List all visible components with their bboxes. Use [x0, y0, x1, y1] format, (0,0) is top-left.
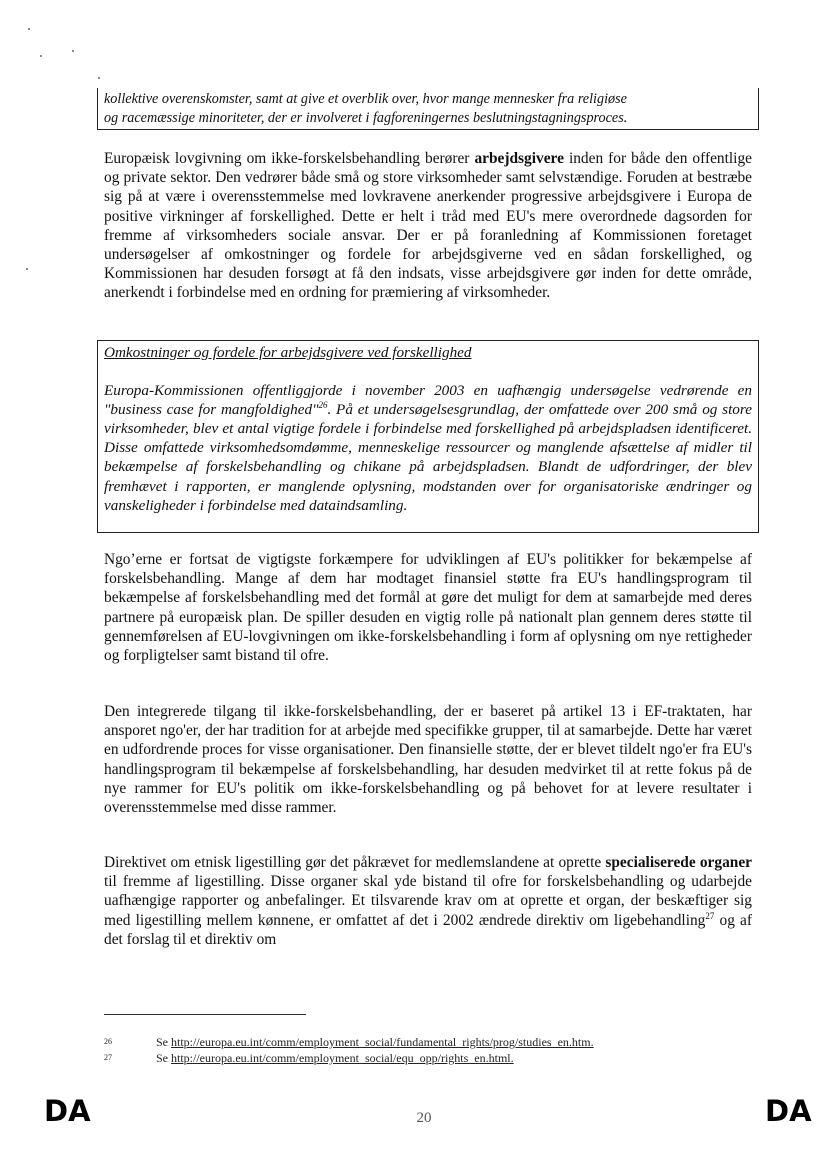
footnote-number: 26 [104, 1037, 112, 1046]
page-number: 20 [416, 1110, 432, 1126]
bold-term: arbejdsgivere [474, 150, 564, 167]
footnote-26 [104, 1035, 594, 1049]
paragraph-text: til fremme af ligestilling. Disse organer skal yde bistand til ofre for forskelsbehandling og udarbejde uafhængige rapporter og anbefalinger. Et tilsvarende krav om at oprette et organ, der beskæftiger sig med ligestilling mellem kønnene, er omfattet af det i 2002 ændrede direktiv om ligebehandling [104, 873, 752, 929]
top-box-line-2: og racemæssige minoriteter, der er involveret i fagforeningernes beslutningstagningsproces. [104, 110, 628, 126]
paragraph-text: Europæisk lovgivning om ikke-forskelsbehandling berører [104, 150, 470, 167]
footnote-separator [104, 1014, 306, 1015]
paragraph-text: og af det forslag til et direktiv om [104, 911, 752, 948]
footnote-prefix: Se [156, 1051, 168, 1065]
footnote-ref[interactable]: 26 [318, 400, 328, 411]
info-box-title: Omkostninger og fordele for arbejdsgivere ved forskellighed [104, 344, 472, 361]
paragraph-equality-bodies [104, 853, 752, 949]
info-box-cost-benefit [97, 340, 759, 533]
bold-term: specialiserede organer [605, 854, 752, 871]
scan-speck [98, 77, 100, 79]
info-box-body [104, 381, 752, 515]
paragraph-employers [104, 149, 752, 303]
footnote-number: 27 [104, 1053, 112, 1062]
language-code-left: DA [44, 1094, 91, 1128]
top-box-line-1: kollektive overenskomster, samt at give et overblik over, hvor mange mennesker fra religiøse [104, 91, 627, 107]
paragraph-text: inden for både den offentlige og private sektor. Den vedrører både små og store virksomheder samt selvstændige. Foruden at bestræbe sig på at være i overensstemmelse med lovkravene anerkender progressive arbejdsgivere i Europa de positive virkninger af forskellighed. Dette er helt i tråd med EU's mere overordnede dagsorden for fremme af virksomheders sociale ansvar. Der er på foranledning af Kommissionen foretaget undersøgelser af omkostninger og fordele for arbejdsgiverne ved en sådan forskellighed, og Kommissionen har desuden forsøgt at få den indsats, visse arbejdsgivere gør inden for dette område, anerkendt i forbindelse med en ordning for præmiering af virksomheder. [104, 150, 752, 302]
paragraph-text: Ngo’erne er fortsat de vigtigste forkæmpere for udviklingen af EU's politikker for bekæmpelse af forskelsbehandling. Mange af dem har modtaget finansiel støtte fra EU's handlingsprogram til bekæmpelse af forskelsbehandling med det formål at gøre det muligt for dem at samarbejde med deres partnere på europæisk plan. De spiller desuden en vigtig rolle på nationalt plan gennem deres støtte til gennemførelsen af EU-lovgivningen om ikke-forskelsbehandling i form af oplysning om nye rettigheder og forpligtelser samt bistand til ofre. [104, 551, 752, 665]
footnote-ref[interactable]: 27 [705, 910, 715, 921]
footnote-27 [104, 1051, 514, 1065]
scan-speck [26, 268, 28, 270]
paragraph-ngos [104, 550, 752, 665]
footnote-link[interactable]: http://europa.eu.int/comm/employment_social/fundamental_rights/prog/studies_en.htm. [171, 1035, 594, 1049]
top-quote-box [97, 88, 759, 130]
paragraph-integrated-approach [104, 702, 752, 817]
language-code-right: DA [765, 1094, 812, 1128]
scan-speck [28, 28, 30, 30]
info-box-text: . På et undersøgelsesgrundlag, der omfattede over 200 små og store virksomheder, blev et antal vigtige fordele i forbindelse med forskellighed på arbejdspladsen identificeret. Disse omfattede virksomhedsomdømme, menneskelige ressourcer og manglende afsættelse af midler til bekæmpelse af forskelsbehandling og chikane på arbejdspladsen. Blandt de udfordringer, der blev fremhævet i rapporten, er manglende oplysning, modstanden over for organisatoriske ændringer og vanskeligheder i forbindelse med dataindsamling. [104, 401, 752, 514]
paragraph-text: Direktivet om etnisk ligestilling gør det påkrævet for medlemslandene at oprette [104, 854, 602, 871]
scan-speck [72, 50, 74, 52]
footnote-link[interactable]: http://europa.eu.int/comm/employment_social/equ_opp/rights_en.html. [171, 1051, 514, 1065]
info-box-text: Europa-Kommissionen offentliggjorde i november 2003 en uafhængig undersøgelse vedrørende en "business case for mangfoldighed" [104, 382, 752, 419]
scan-speck [40, 55, 42, 57]
footnote-prefix: Se [156, 1035, 168, 1049]
paragraph-text: Den integrerede tilgang til ikke-forskelsbehandling, der er baseret på artikel 13 i EF-traktaten, har ansporet ngo'er, der har tradition for at arbejde med specifikke grupper, til at samarbejde. Dette har været en udfordrende proces for visse organisationer. Den finansielle støtte, der er blevet tildelt ngo'er fra EU's handlingsprogram til bekæmpelse af forskelsbehandling, har desuden medvirket til at rette fokus på de nye rammer for EU's politik om ikke-forskelsbehandling og på behovet for at levere resultater i overensstemmelse med disse rammer. [104, 703, 752, 817]
